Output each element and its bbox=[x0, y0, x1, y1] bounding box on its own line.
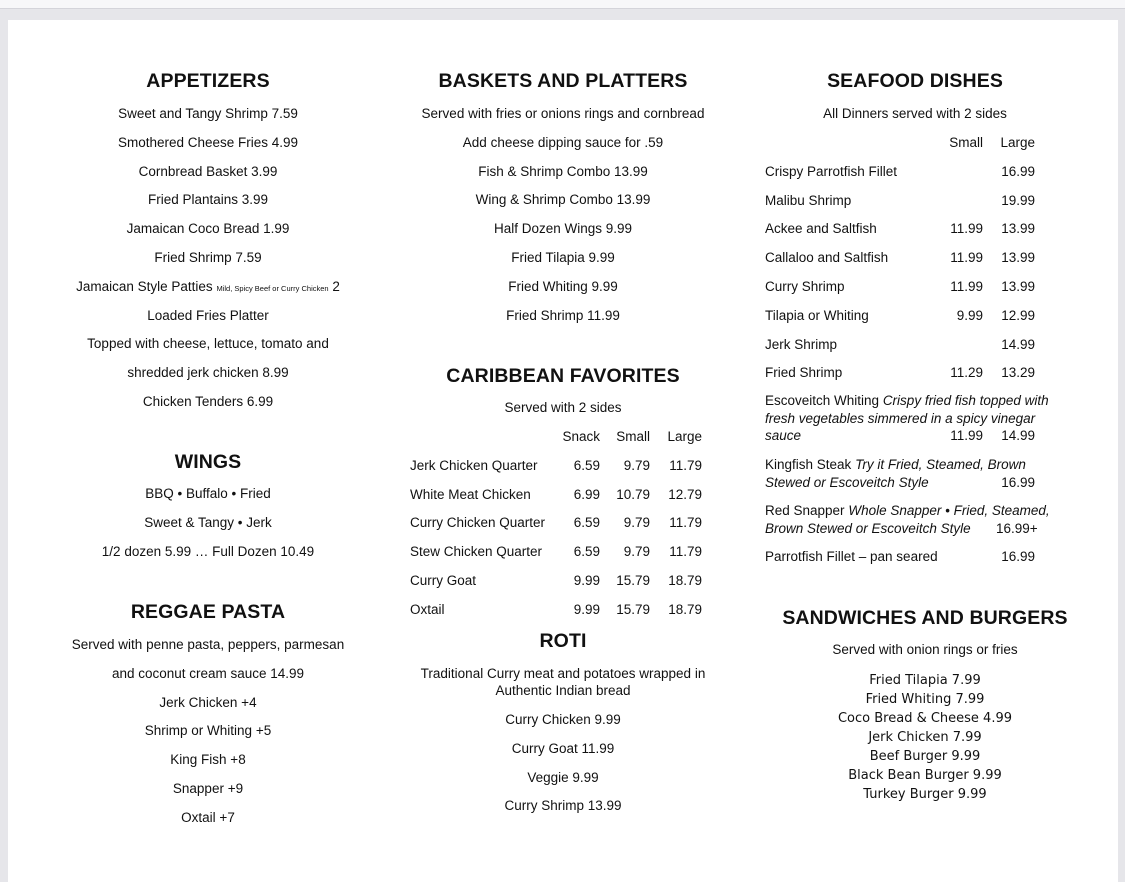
seafood-row bbox=[765, 359, 1035, 388]
baskets-item: Half Dozen Wings 9.99 bbox=[493, 221, 633, 237]
baskets-item: Fried Whiting 9.99 bbox=[508, 278, 618, 294]
appetizer-item: Jamaican Coco Bread 1.99 bbox=[126, 221, 290, 237]
baskets-list bbox=[408, 100, 718, 330]
caribbean-row bbox=[410, 538, 702, 567]
caribbean-subtitle: Served with 2 sides bbox=[504, 400, 622, 415]
roti-title: ROTI bbox=[539, 630, 587, 652]
dish-name: Jerk Chicken Quarter bbox=[410, 457, 538, 473]
sandwich-item: Fried Whiting 7.99 bbox=[865, 692, 985, 707]
price-snack: 6.59 bbox=[573, 457, 600, 473]
price-large: 12.79 bbox=[668, 486, 702, 502]
price-snack: 6.59 bbox=[573, 515, 600, 531]
dish-name: Fried Shrimp bbox=[765, 365, 843, 381]
price-large: 11.79 bbox=[669, 457, 702, 473]
price-large: 13.29 bbox=[1001, 365, 1035, 381]
snapper-price: 16.99+ bbox=[996, 520, 1038, 536]
seafood-row bbox=[765, 331, 1035, 360]
price-large: 13.99 bbox=[1001, 278, 1035, 294]
price-small: 9.99 bbox=[956, 307, 983, 323]
price-snack: 9.99 bbox=[573, 572, 600, 588]
seafood-red-snapper bbox=[765, 502, 1075, 537]
sandwich-item: Turkey Burger 9.99 bbox=[863, 787, 987, 802]
caribbean-row bbox=[410, 509, 702, 538]
seafood-row bbox=[765, 215, 1035, 244]
seafood-row bbox=[765, 158, 1035, 187]
price-small: 10.79 bbox=[616, 486, 650, 502]
pasta-item: Snapper +9 bbox=[172, 780, 244, 796]
price-small: 15.79 bbox=[616, 601, 650, 617]
sandwich-item: Fried Tilapia 7.99 bbox=[869, 673, 981, 688]
kingfish-desc: Try it Fried, Steamed, Brown bbox=[855, 457, 1026, 472]
dish-name: Curry Goat bbox=[410, 572, 477, 588]
pasta-item: Oxtail +7 bbox=[181, 809, 235, 825]
roti-item: Curry Shrimp 13.99 bbox=[504, 798, 622, 814]
escoveitch-large-price: 14.99 bbox=[1001, 428, 1035, 443]
parrotfish-price: 16.99 bbox=[1001, 549, 1035, 564]
appetizer-item: Loaded Fries Platter bbox=[147, 307, 269, 323]
wings-title: WINGS bbox=[174, 451, 242, 473]
snapper-desc: Brown Stewed or Escoveitch Style bbox=[765, 520, 971, 536]
dish-name: White Meat Chicken bbox=[410, 486, 531, 502]
price-small: 11.29 bbox=[950, 365, 983, 381]
price-large: 14.99 bbox=[1001, 336, 1035, 352]
baskets-title: BASKETS AND PLATTERS bbox=[438, 70, 688, 92]
appetizer-item: Smothered Cheese Fries 4.99 bbox=[117, 134, 299, 150]
menu-sheet bbox=[8, 20, 1118, 882]
seafood-row bbox=[765, 244, 1035, 273]
baskets-item: Fish & Shrimp Combo 13.99 bbox=[478, 163, 648, 179]
wings-list bbox=[8, 480, 408, 566]
sandwich-item: Black Bean Burger 9.99 bbox=[848, 768, 1002, 783]
price-small: 9.79 bbox=[623, 515, 650, 531]
price-large: 19.99 bbox=[1001, 192, 1035, 208]
price-snack: 9.99 bbox=[573, 601, 600, 617]
appetizer-item: Topped with cheese, lettuce, tomato and bbox=[87, 336, 329, 352]
roti-list bbox=[408, 706, 718, 821]
escoveitch-desc: sauce bbox=[765, 428, 802, 443]
price-small: 11.99 bbox=[950, 278, 983, 294]
roti-desc-line: Traditional Curry meat and potatoes wrapped in bbox=[420, 666, 706, 681]
caribbean-header-row bbox=[410, 423, 702, 452]
wings-item: BBQ • Buffalo • Fried bbox=[145, 486, 271, 501]
seafood-header-row bbox=[765, 129, 1035, 158]
price-small bbox=[935, 158, 983, 187]
baskets-item: Fried Tilapia 9.99 bbox=[511, 249, 615, 265]
roti-item: Veggie 9.99 bbox=[527, 769, 599, 785]
patties-price: 2 bbox=[332, 278, 340, 294]
wings-item: 1/2 dozen 5.99 … Full Dozen 10.49 bbox=[101, 543, 315, 559]
price-small bbox=[935, 187, 983, 216]
kingfish-desc: Stewed or Escoveitch Style bbox=[765, 474, 929, 490]
pasta-item: Served with penne pasta, peppers, parmesan bbox=[71, 637, 345, 652]
patties-note: Mild, Spicy Beef or Curry Chicken bbox=[216, 283, 329, 293]
dish-name: Malibu Shrimp bbox=[765, 192, 852, 208]
kingfish-price: 16.99 bbox=[1001, 474, 1035, 490]
patties-name: Jamaican Style Patties bbox=[76, 278, 213, 294]
seafood-title: SEAFOOD DISHES bbox=[827, 70, 1003, 92]
sandwiches-list bbox=[760, 671, 1090, 804]
dish-name: Curry Shrimp bbox=[765, 278, 845, 294]
col-header-small: Small bbox=[949, 135, 983, 150]
sandwich-item: Coco Bread & Cheese 4.99 bbox=[837, 711, 1013, 726]
appetizer-item: Chicken Tenders 6.99 bbox=[142, 393, 274, 409]
price-large: 11.79 bbox=[669, 544, 702, 560]
col-header-large: Large bbox=[667, 429, 702, 444]
kingfish-name: Kingfish Steak bbox=[765, 457, 852, 472]
parrotfish-name: Parrotfish Fillet – pan seared bbox=[765, 549, 938, 564]
col-header-snack: Snack bbox=[562, 429, 600, 444]
price-large: 12.99 bbox=[1001, 307, 1035, 323]
price-large: 18.79 bbox=[668, 572, 702, 588]
seafood-table bbox=[765, 129, 1035, 388]
baskets-item: Fried Shrimp 11.99 bbox=[506, 307, 620, 323]
seafood-row bbox=[765, 187, 1035, 216]
dish-name: Crispy Parrotfish Fillet bbox=[765, 163, 898, 179]
appetizer-item: Sweet and Tangy Shrimp 7.59 bbox=[118, 106, 298, 121]
caribbean-row bbox=[410, 452, 702, 481]
roti-item: Curry Chicken 9.99 bbox=[505, 712, 621, 727]
price-small: 9.79 bbox=[623, 544, 650, 560]
baskets-item: Add cheese dipping sauce for .59 bbox=[462, 134, 664, 150]
price-large: 13.99 bbox=[1001, 221, 1035, 237]
roti-desc-line: Authentic Indian bread bbox=[495, 683, 631, 698]
price-small: 9.79 bbox=[623, 457, 650, 473]
price-snack: 6.99 bbox=[573, 486, 600, 502]
seafood-kingfish bbox=[765, 456, 1075, 491]
pasta-item: Shrimp or Whiting +5 bbox=[144, 723, 272, 739]
dish-name: Stew Chicken Quarter bbox=[410, 544, 543, 560]
price-large: 18.79 bbox=[668, 601, 702, 617]
sandwich-item: Jerk Chicken 7.99 bbox=[868, 730, 982, 745]
price-small: 15.79 bbox=[616, 572, 650, 588]
dish-name: Oxtail bbox=[410, 601, 445, 617]
appetizer-patties bbox=[8, 273, 408, 302]
pasta-item: King Fish +8 bbox=[170, 752, 246, 768]
escoveitch-desc: fresh vegetables simmered in a spicy vinegar bbox=[765, 410, 1036, 426]
seafood-row bbox=[765, 273, 1035, 302]
snapper-desc: Whole Snapper • Fried, Steamed, bbox=[848, 503, 1050, 518]
reggae-pasta-title: REGGAE PASTA bbox=[130, 601, 286, 623]
appetizer-item: shredded jerk chicken 8.99 bbox=[127, 365, 289, 381]
appetizers-title: APPETIZERS bbox=[146, 70, 270, 92]
roti-description bbox=[408, 665, 718, 699]
baskets-item: Wing & Shrimp Combo 13.99 bbox=[475, 192, 651, 208]
roti-item: Curry Goat 11.99 bbox=[511, 740, 615, 756]
appetizer-item: Fried Plantains 3.99 bbox=[147, 192, 269, 208]
appetizers-list bbox=[8, 100, 408, 417]
col-header-large: Large bbox=[1000, 135, 1035, 150]
price-large: 11.79 bbox=[669, 515, 702, 531]
sandwiches-title: SANDWICHES AND BURGERS bbox=[782, 607, 1068, 629]
price-large: 13.99 bbox=[1001, 250, 1035, 266]
dish-name: Jerk Shrimp bbox=[765, 336, 838, 352]
dish-name: Curry Chicken Quarter bbox=[410, 515, 546, 531]
caribbean-title: CARIBBEAN FAVORITES bbox=[446, 365, 680, 387]
price-large: 16.99 bbox=[1001, 163, 1035, 179]
dish-name: Callaloo and Saltfish bbox=[765, 250, 889, 266]
snapper-name: Red Snapper bbox=[765, 503, 845, 518]
price-small: 11.99 bbox=[950, 221, 983, 237]
pasta-item: Jerk Chicken +4 bbox=[159, 694, 257, 710]
price-small: 11.99 bbox=[950, 250, 983, 266]
seafood-subtitle: All Dinners served with 2 sides bbox=[823, 106, 1007, 121]
seafood-row bbox=[765, 302, 1035, 331]
escoveitch-desc: Crispy fried fish topped with bbox=[882, 393, 1049, 408]
escoveitch-small-price: 11.99 bbox=[950, 428, 983, 443]
caribbean-row bbox=[410, 596, 702, 625]
sandwiches-subtitle: Served with onion rings or fries bbox=[832, 642, 1018, 657]
wings-item: Sweet & Tangy • Jerk bbox=[144, 514, 272, 530]
seafood-parrotfish bbox=[765, 543, 1045, 572]
window-top-strip bbox=[0, 0, 1125, 9]
dish-name: Tilapia or Whiting bbox=[765, 307, 869, 323]
escoveitch-name: Escoveitch Whiting bbox=[765, 393, 880, 408]
price-small bbox=[935, 331, 983, 360]
caribbean-table bbox=[410, 423, 702, 625]
dish-name: Ackee and Saltfish bbox=[765, 221, 877, 237]
sandwich-item: Beef Burger 9.99 bbox=[869, 749, 981, 764]
seafood-escoveitch bbox=[765, 392, 1075, 445]
pasta-item: and coconut cream sauce 14.99 bbox=[111, 665, 305, 681]
reggae-pasta-list bbox=[8, 631, 408, 833]
appetizer-item: Cornbread Basket 3.99 bbox=[138, 163, 278, 179]
baskets-item: Served with fries or onions rings and cornbread bbox=[421, 106, 705, 121]
caribbean-row bbox=[410, 481, 702, 510]
col-header-small: Small bbox=[616, 429, 650, 444]
caribbean-row bbox=[410, 567, 702, 596]
price-snack: 6.59 bbox=[573, 544, 600, 560]
appetizer-item: Fried Shrimp 7.59 bbox=[154, 249, 262, 265]
